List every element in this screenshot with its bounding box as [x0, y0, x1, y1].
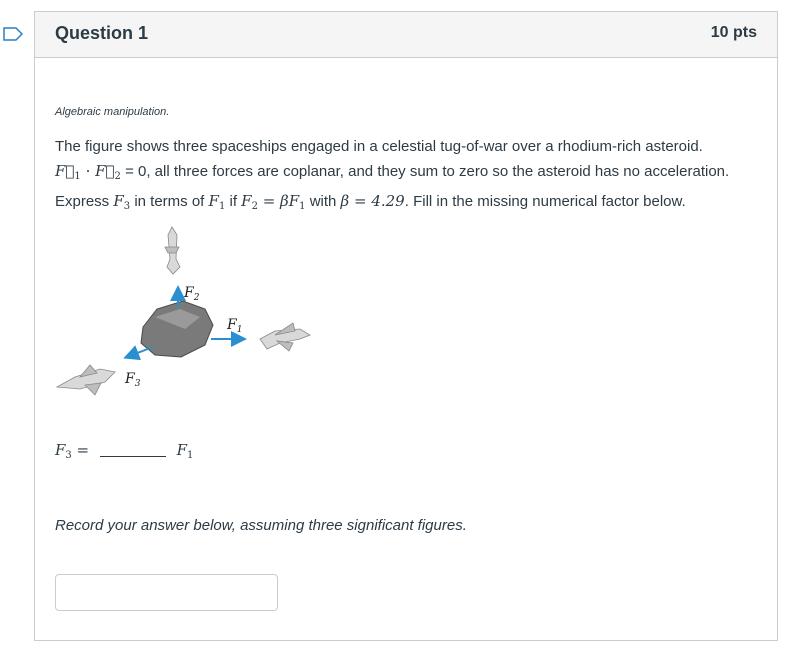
equation-blank — [100, 456, 166, 457]
equation-lhs: $F_3$ — [55, 441, 72, 461]
spaceship-right-icon — [260, 323, 310, 351]
f3-arrow — [127, 347, 153, 357]
answer-input[interactable] — [55, 574, 278, 611]
question-card — [34, 11, 778, 641]
f1-label: $F_1$ — [227, 317, 243, 335]
question-header — [35, 12, 777, 58]
asteroid-figure — [55, 217, 355, 422]
f3-label: $F_3$ — [125, 371, 141, 389]
question-line-2: $F⃗_1$ · $F⃗_2 = 0$, all three forces are coplanar, and they sum to zero so the asteroid has no acceleration. — [55, 162, 730, 182]
question-topic: Algebraic manipulation. — [55, 106, 170, 118]
question-points: 10 pts — [710, 24, 757, 41]
flag-question-icon[interactable] — [3, 27, 23, 41]
record-instruction: Record your answer below, assuming three significant figures. — [55, 517, 467, 534]
equation-equals: = — [76, 441, 90, 459]
answer-equation — [55, 440, 193, 461]
question-line-3: Express $F_3$ in terms of $F_1$ if $F_2 = \beta F_1$ with β = 4.29. Fill in the missing numerical factor below. — [55, 192, 686, 212]
f2-label: $F_2$ — [184, 285, 200, 303]
question-text — [55, 134, 765, 219]
spaceship-top-icon — [165, 227, 180, 274]
spaceship-left-icon — [57, 365, 115, 395]
question-line-1: The figure shows three spaceships engaged in a celestial tug-of-war over a rhodium-rich asteroid. — [55, 138, 703, 155]
equation-rhs: $F_1$ — [176, 441, 194, 461]
asteroid-icon — [141, 301, 213, 357]
question-title: Question 1 — [55, 23, 149, 43]
